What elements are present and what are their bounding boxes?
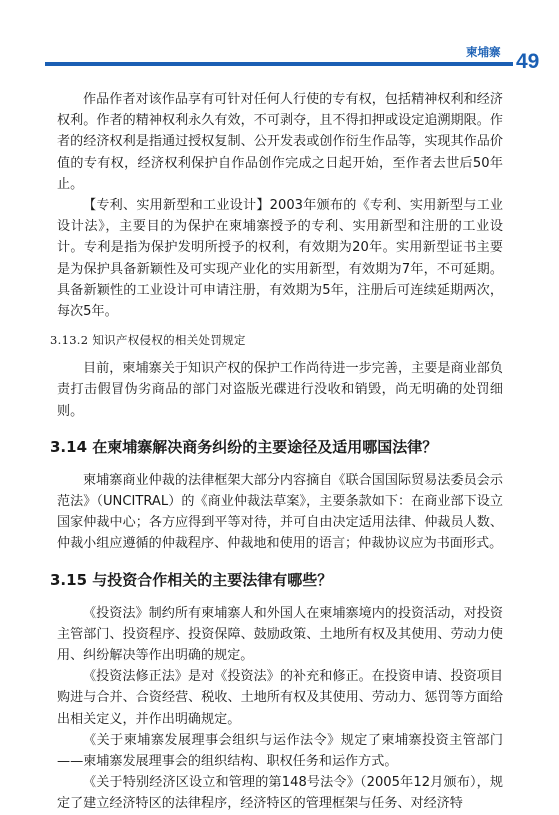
paragraph-sez-decree: 《关于特别经济区设立和管理的第148号法令》（2005年12月颁布），规定了建立经济特区的法律程序，经济特区的管理框架与任务、对经济特 xyxy=(57,775,503,812)
paragraph-cdc-decree: 《关于柬埔寨发展理事会组织与运作法令》规定了柬埔寨投资主管部门——柬埔寨发展理事会的组织结构、职权任务和运作方式。 xyxy=(57,732,503,770)
header-title: 柬埔寨 xyxy=(466,45,501,59)
paragraph-ip-penalties: 目前，柬埔寨关于知识产权的保护工作尚待进一步完善，主要是商业部负责打击假冒伪劣商品的部门对盗版光碟进行没收和销毁，尚无明确的处罚细则。 xyxy=(57,361,503,419)
paragraph-arbitration: 柬埔寨商业仲裁的法律框架大部分内容摘自《联合国国际贸易法委员会示范法》（UNCITRAL）的《商业仲裁法草案》，主要条款如下：在商业部下设立国家仲裁中心；各方应得到平等对待，并可自由决定适用法律、仲裁员人数、仲裁小组应遵循的仲裁程序、仲裁地和使用的语言；仲裁协议应为书面形式。 xyxy=(57,472,503,552)
subsection-heading-3-13-2: 3.13.2 知识产权侵权的相关处罚规定 xyxy=(50,333,246,348)
page-body xyxy=(50,89,503,815)
paragraph-author-rights: 作品作者对该作品享有可针对任何人行使的专有权，包括精神权利和经济权利。作者的精神权利永久有效，不可剥夺，且不得扣押或设定追溯期限。作者的经济权利是指通过授权复制、公开发表或创作衍生作品等，实现其作品价值的专有权，经济权利保护自作品创作完成之日起开始，至作者去世后50年止。 xyxy=(57,92,503,192)
page-number: 49 xyxy=(516,50,540,73)
paragraph-patent-law: 【专利、实用新型和工业设计】2003年颁布的《专利、实用新型与工业设计法》，主要目的为保护在柬埔寨授予的专利、实用新型和注册的工业设计。专利是指为保护发明所授予的权利，有效期为20年。实用新型证书主要是为保护具备新颖性及可实现产业化的实用新型，有效期为7年，不可延期。具备新颖性的工业设计可申请注册，有效期为5年，注册后可连续延期两次，每次5年。 xyxy=(57,198,503,320)
section-heading-3-15: 3.15 与投资合作相关的主要法律有哪些？ xyxy=(50,570,333,589)
section-heading-3-14: 3.14 在柬埔寨解决商务纠纷的主要途径及适用哪国法律？ xyxy=(50,437,438,456)
header-rule xyxy=(45,62,513,66)
page-header xyxy=(0,44,559,84)
paragraph-investment-law: 《投资法》制约所有柬埔寨人和外国人在柬埔寨境内的投资活动，对投资主管部门、投资程序、投资保障、鼓励政策、土地所有权及其使用、劳动力使用、纠纷解决等作出明确的规定。 xyxy=(57,605,503,664)
paragraph-investment-law-amendment: 《投资法修正法》是对《投资法》的补充和修正。在投资申请、投资项目购进与合并、合资经营、税收、土地所有权及其使用、劳动力、惩罚等方面给出相关定义，并作出明确规定。 xyxy=(57,669,503,727)
